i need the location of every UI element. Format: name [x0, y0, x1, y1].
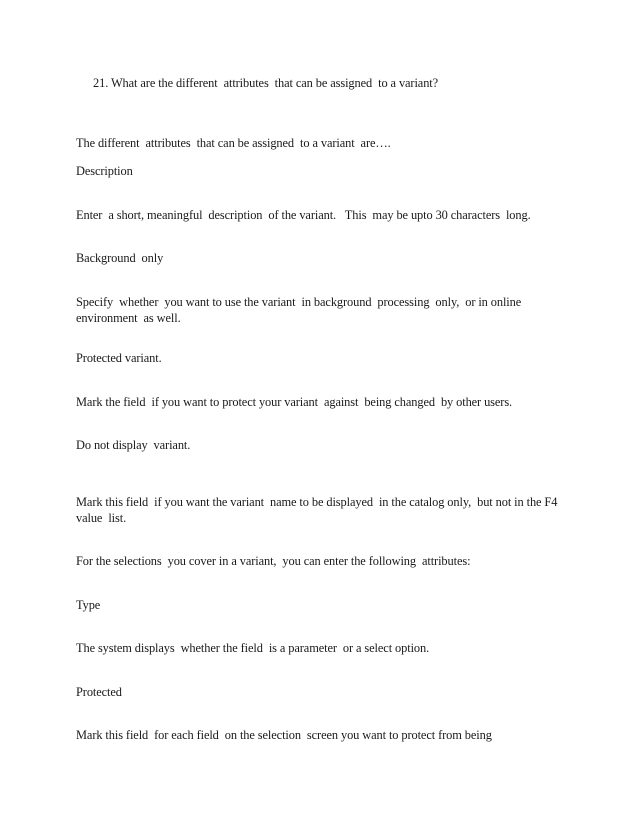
protected-variant-paragraph: Mark the field if you want to protect your variant against being changed by other users.	[76, 395, 513, 409]
do-not-display-heading: Do not display variant.	[76, 438, 191, 452]
background-only-paragraph: Specify whether you want to use the variant in background processing only, or in online environment as well.	[76, 295, 525, 325]
type-heading: Type	[76, 598, 101, 612]
description-heading: Description	[76, 164, 133, 178]
protected-paragraph: Mark this field for each field on the selection screen you want to protect from being	[76, 728, 492, 742]
description-paragraph: Enter a short, meaningful description of the variant. This may be upto 30 characters long.	[76, 208, 531, 222]
question-heading: 21. What are the different attributes that can be assigned to a variant?	[93, 76, 439, 90]
type-paragraph: The system displays whether the field is a parameter or a select option.	[76, 641, 430, 655]
protected-heading: Protected	[76, 685, 122, 699]
selections-intro-paragraph: For the selections you cover in a variant, you can enter the following attributes:	[76, 554, 471, 568]
intro-paragraph: The different attributes that can be assigned to a variant are….	[76, 136, 391, 150]
protected-variant-heading: Protected variant.	[76, 351, 162, 365]
do-not-display-paragraph: Mark this field if you want the variant name to be displayed in the catalog only, but not in the F4 value list.	[76, 495, 561, 525]
background-only-heading: Background only	[76, 251, 164, 265]
